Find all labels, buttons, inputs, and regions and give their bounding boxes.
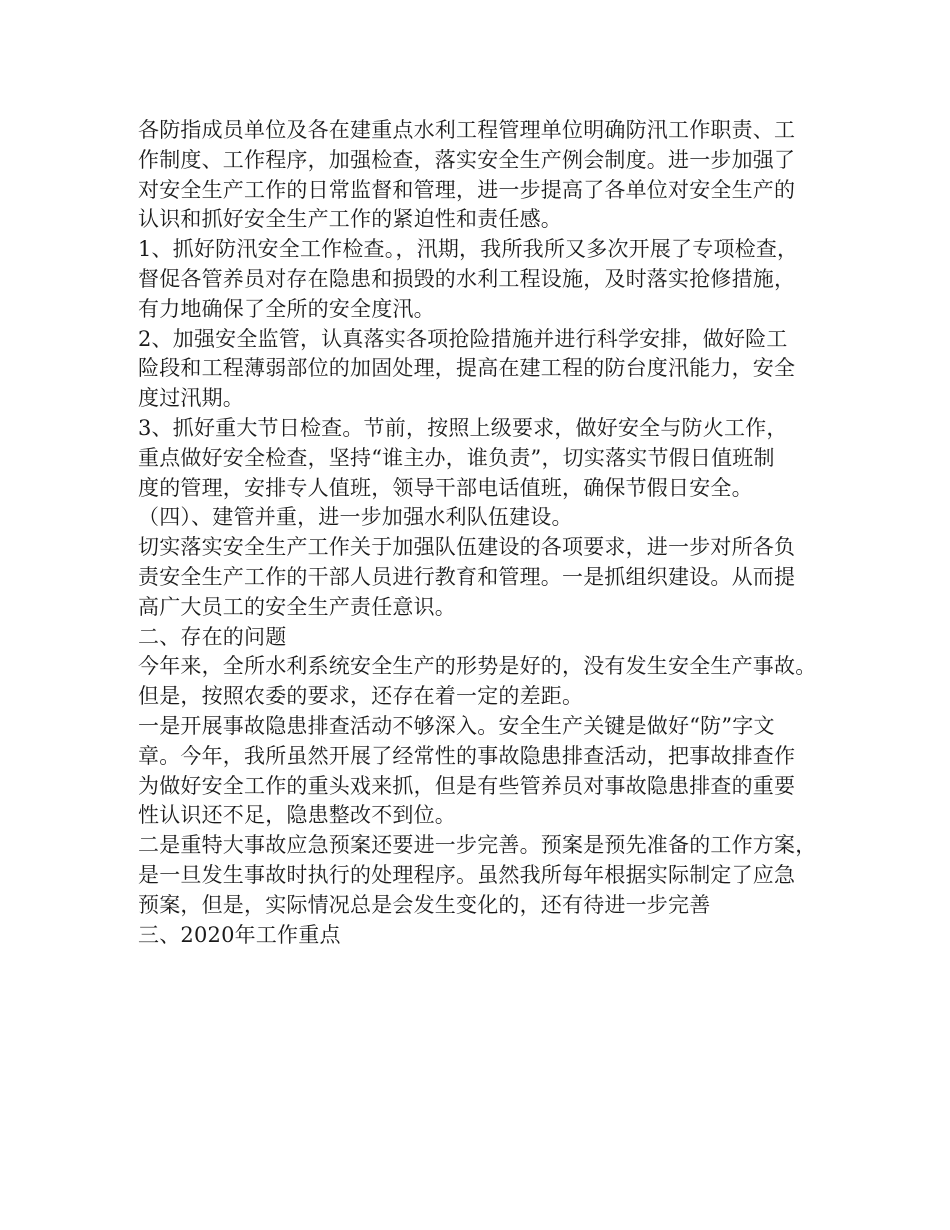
text-line: 各防指成员单位及各在建重点水利工程管理单位明确防汛工作职责、工 [138, 118, 796, 142]
text-line: 1、抓好防汛安全工作检查。，汛期，我所我所又多次开展了专项检查， [138, 237, 799, 262]
text-line: 一是开展事故隐患排查活动不够深入。安全生产关键是做好“防”字文 [138, 713, 775, 738]
text-line: 是一旦发生事故时执行的处理程序。虽然我所每年根据实际制定了应急 [138, 862, 796, 887]
paragraph-team-building [138, 533, 828, 622]
text-line: 二是重特大事故应急预案还要进一步完善。预案是预先准备的工作方案， [138, 833, 817, 858]
text-line: 3、抓好重大节日检查。节前，按照上级要求，做好安全与防火工作， [138, 415, 788, 440]
text-line: 预案，但是，实际情况总是会发生变化的，还有待进一步完善 [138, 892, 711, 917]
text-line: 督促各管养员对存在隐患和损毁的水利工程设施，及时落实抢修措施， [138, 266, 796, 291]
text-line: （四）、建管并重，进一步加强水利队伍建设。 [138, 505, 573, 530]
text-line: 责安全生产工作的干部人员进行教育和管理。一是抓组织建设。从而提 [138, 564, 796, 589]
text-line: 有力地确保了全所的安全度汛。 [138, 296, 435, 321]
paragraph-item-1 [138, 235, 828, 324]
text-line: 对安全生产工作的日常监督和管理，进一步提高了各单位对安全生产的 [138, 177, 796, 202]
text-line: 度的管理，安排专人值班，领导干部电话值班，确保节假日安全。 [138, 475, 753, 500]
text-line: 高广大员工的安全生产责任意识。 [138, 594, 456, 619]
text-line: 三、2020年工作重点 [138, 922, 341, 947]
text-line: 章。今年，我所虽然开展了经常性的事故隐患排查活动，把事故排查作 [138, 743, 796, 768]
paragraph-item-3 [138, 414, 828, 503]
text-line: 重点做好安全检查，坚持“谁主办，谁负责”，切实落实节假日值班制 [138, 445, 775, 470]
paragraph-responsibilities [138, 116, 828, 235]
text-line: 认识和抓好安全生产工作的紧迫性和责任感。 [138, 207, 562, 232]
text-line: 今年来，全所水利系统安全生产的形势是好的，没有发生安全生产事故。 [138, 654, 817, 679]
section-heading-plan [138, 921, 828, 951]
paragraph-problem-1 [138, 712, 828, 831]
paragraph-situation [138, 652, 828, 712]
text-line: 险段和工程薄弱部位的加固处理，提高在建工程的防台度汛能力，安全 [138, 356, 796, 381]
text-line: 为做好安全工作的重头戏来抓，但是有些管养员对事故隐患排查的重要 [138, 773, 796, 798]
text-line: 切实落实安全生产工作关于加强队伍建设的各项要求，进一步对所各负 [138, 535, 796, 560]
paragraph-item-2 [138, 325, 828, 414]
text-line: 但是，按照农委的要求，还存在着一定的差距。 [138, 684, 584, 709]
text-line: 二、存在的问题 [138, 624, 287, 649]
text-line: 性认识还不足，隐患整改不到位。 [138, 803, 456, 828]
section-heading-4 [138, 503, 828, 533]
paragraph-problem-2 [138, 831, 828, 920]
document-body [138, 116, 828, 950]
text-line: 作制度、工作程序，加强检查，落实安全生产例会制度。进一步加强了 [138, 147, 796, 172]
section-heading-problems [138, 623, 828, 653]
text-line: 2、加强安全监管，认真落实各项抢险措施并进行科学安排，做好险工 [138, 326, 788, 351]
text-line: 度过汛期。 [138, 386, 244, 411]
